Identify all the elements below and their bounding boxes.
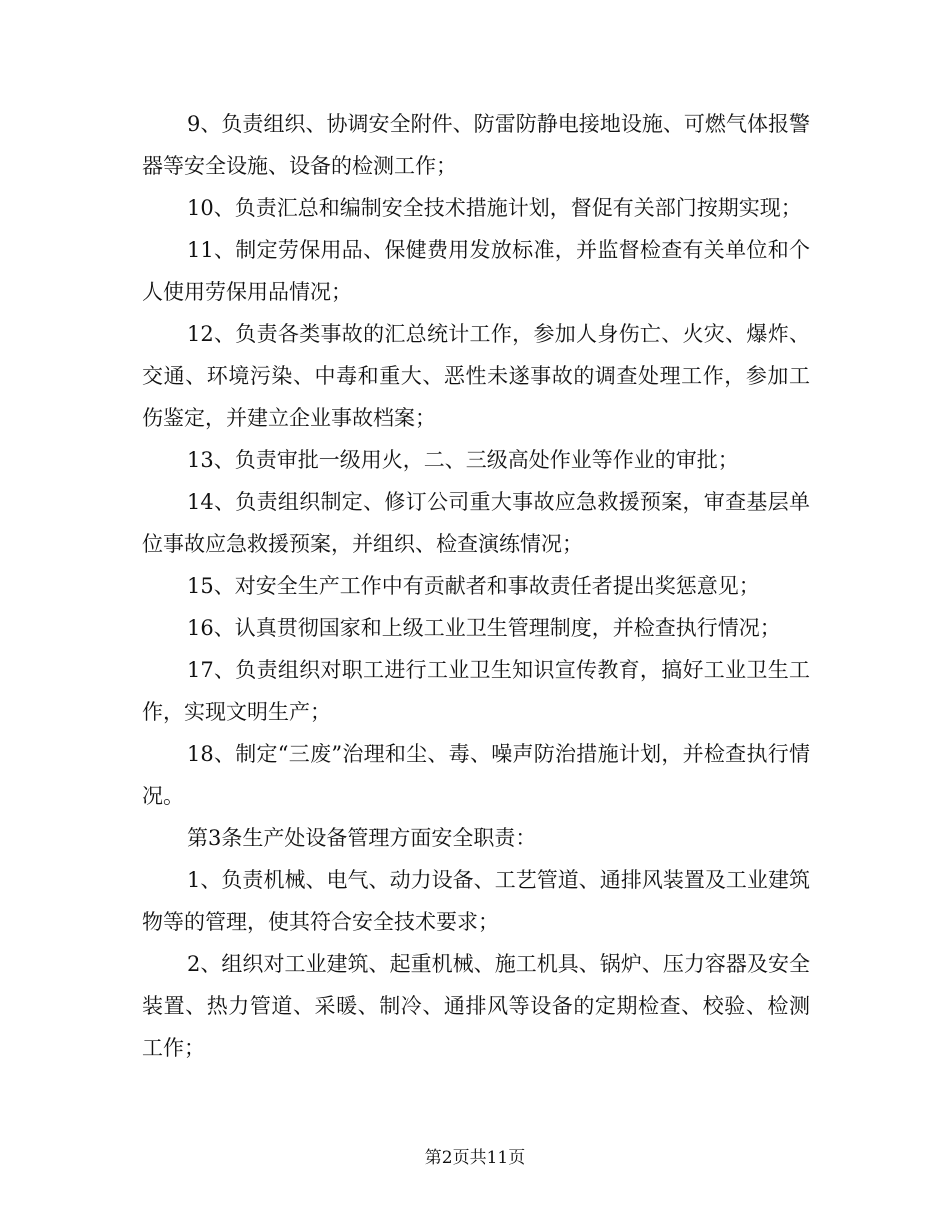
paragraph-item-14: 14、负责组织制定、修订公司重大事故应急救援预案，审查基层单位事故应急救援预案，并组织、检查演练情况；: [142, 490, 810, 556]
document-body: [142, 103, 810, 1069]
paragraph-item-16: 16、认真贯彻国家和上级工业卫生管理制度，并检查执行情况；: [187, 616, 781, 640]
section-heading-article-3: 第3条生产处设备管理方面安全职责：: [187, 826, 537, 850]
paragraph-item-10: 10、负责汇总和编制安全技术措施计划，督促有关部门按期实现；: [187, 196, 802, 220]
paragraph-item-1: 1、负责机械、电气、动力设备、工艺管道、通排风装置及工业建筑物等的管理，使其符合安全技术要求；: [142, 868, 810, 934]
paragraph-item-12: 12、负责各类事故的汇总统计工作，参加人身伤亡、火灾、爆炸、交通、环境污染、中毒和重大、恶性未遂事故的调查处理工作，参加工伤鉴定，并建立企业事故档案；: [142, 322, 810, 430]
paragraph-item-11: 11、制定劳保用品、保健费用发放标准，并监督检查有关单位和个人使用劳保用品情况；: [142, 238, 810, 304]
paragraph-item-2: 2、组织对工业建筑、起重机械、施工机具、锅炉、压力容器及安全装置、热力管道、采暖、制冷、通排风等设备的定期检查、校验、检测工作；: [142, 952, 810, 1060]
paragraph-item-17: 17、负责组织对职工进行工业卫生知识宣传教育，搞好工业卫生工作，实现文明生产；: [142, 658, 810, 724]
paragraph-item-15: 15、对安全生产工作中有贡献者和事故责任者提出奖惩意见；: [187, 574, 760, 598]
paragraph-item-13: 13、负责审批一级用火，二、三级高处作业等作业的审批；: [187, 448, 739, 472]
page-number-footer: 第2页共11页: [424, 1148, 526, 1168]
paragraph-item-18: 18、制定“三废”治理和尘、毒、噪声防治措施计划，并检查执行情况。: [142, 742, 810, 808]
paragraph-item-9: 9、负责组织、协调安全附件、防雷防静电接地设施、可燃气体报警器等安全设施、设备的检测工作；: [142, 112, 810, 178]
